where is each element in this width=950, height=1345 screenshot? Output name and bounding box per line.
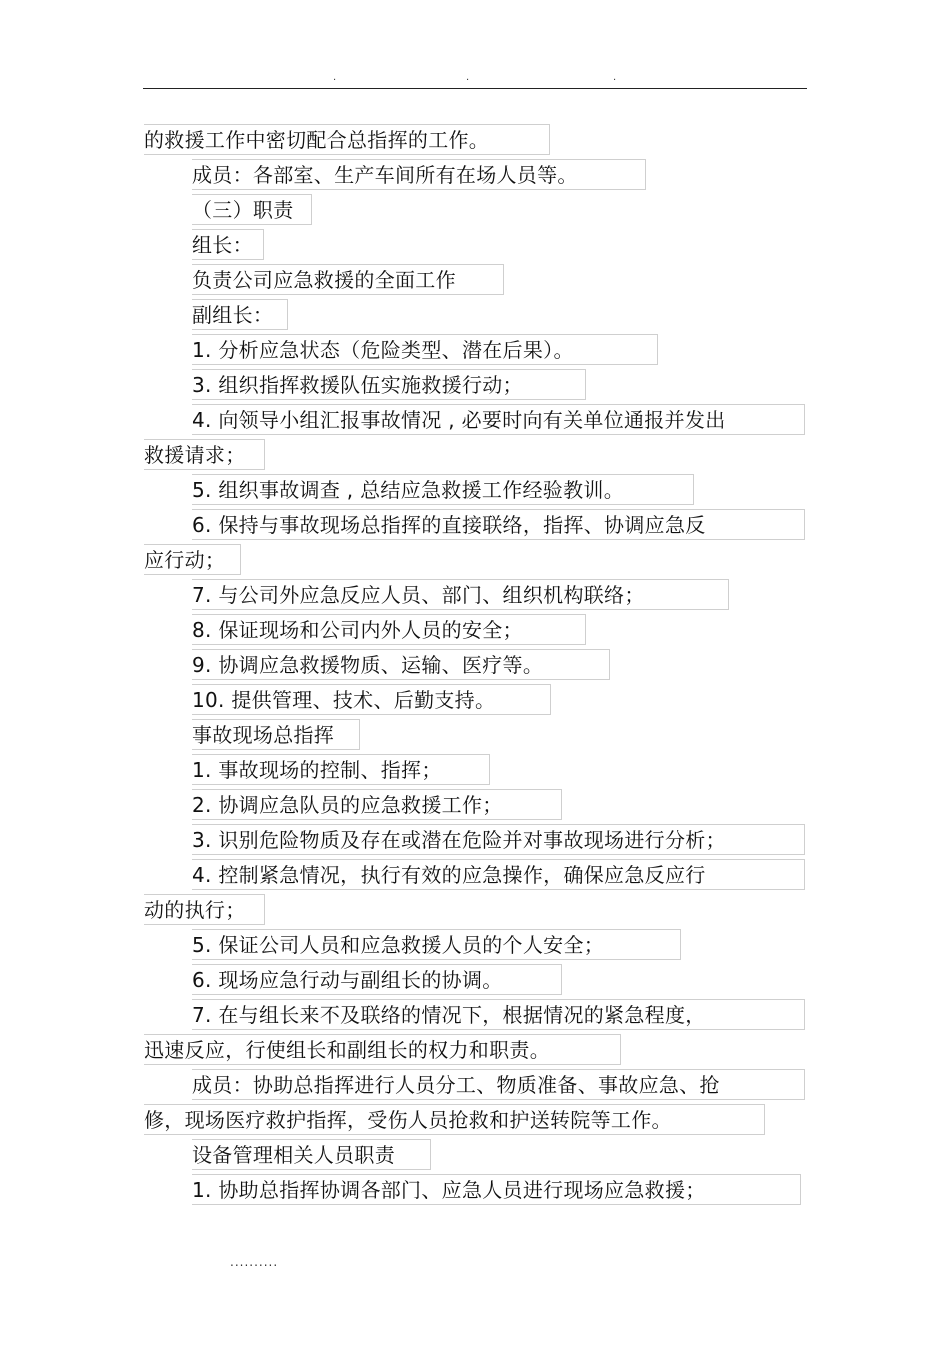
list-item: 10. 提供管理、技术、后勤支持。	[192, 684, 551, 715]
list-item: 8. 保证现场和公司内外人员的安全；	[192, 614, 586, 645]
text-line: 成员：协助总指挥进行人员分工、物质准备、事故应急、抢	[192, 1069, 805, 1100]
list-item: 4. 控制紧急情况，执行有效的应急操作，确保应急反应行	[192, 859, 805, 890]
role-heading: 组长：	[192, 229, 264, 260]
text-line: 修，现场医疗救护指挥，受伤人员抢救和护送转院等工作。	[144, 1104, 765, 1135]
list-item: 2. 协调应急队员的应急救援工作；	[192, 789, 562, 820]
list-item: 3. 组织指挥救援队伍实施救援行动；	[192, 369, 586, 400]
list-item: 6. 现场应急行动与副组长的协调。	[192, 964, 562, 995]
footer-dots: ..........	[230, 1255, 279, 1269]
text-line: 应行动；	[144, 544, 241, 575]
list-item: 9. 协调应急救援物质、运输、医疗等。	[192, 649, 610, 680]
text-line: 救援请求；	[144, 439, 265, 470]
list-item: 5. 保证公司人员和应急救援人员的个人安全；	[192, 929, 681, 960]
list-item: 1. 分析应急状态（危险类型、潜在后果）。	[192, 334, 658, 365]
header-rule	[143, 88, 807, 89]
list-item: 5. 组织事故调查 , 总结应急救援工作经验教训。	[192, 474, 694, 505]
role-heading: 事故现场总指挥	[192, 719, 360, 750]
section-heading: （三）职责	[192, 194, 312, 225]
text-line: 动的执行；	[144, 894, 265, 925]
role-heading: 副组长：	[192, 299, 288, 330]
list-item: 7. 在与组长来不及联络的情况下，根据情况的紧急程度，	[192, 999, 805, 1030]
text-line: 迅速反应，行使组长和副组长的权力和职责。	[144, 1034, 621, 1065]
text-line: 的救援工作中密切配合总指挥的工作。	[144, 124, 550, 155]
role-heading: 设备管理相关人员职责	[192, 1139, 431, 1170]
list-item: 7. 与公司外应急反应人员、部门、组织机构联络；	[192, 579, 729, 610]
list-item: 1. 协助总指挥协调各部门、应急人员进行现场应急救援；	[192, 1174, 801, 1205]
text-line: 成员：各部室、生产车间所有在场人员等。	[192, 159, 646, 190]
list-item: 1. 事故现场的控制、指挥；	[192, 754, 490, 785]
list-item: 4. 向领导小组汇报事故情况 , 必要时向有关单位通报并发出	[192, 404, 805, 435]
header-dot: .	[466, 72, 470, 83]
text-line: 负责公司应急救援的全面工作	[192, 264, 504, 295]
list-item: 3. 识别危险物质及存在或潜在危险并对事故现场进行分析；	[192, 824, 805, 855]
header-dot: .	[333, 72, 337, 83]
header-dot: .	[613, 72, 617, 83]
list-item: 6. 保持与事故现场总指挥的直接联络，指挥、协调应急反	[192, 509, 805, 540]
